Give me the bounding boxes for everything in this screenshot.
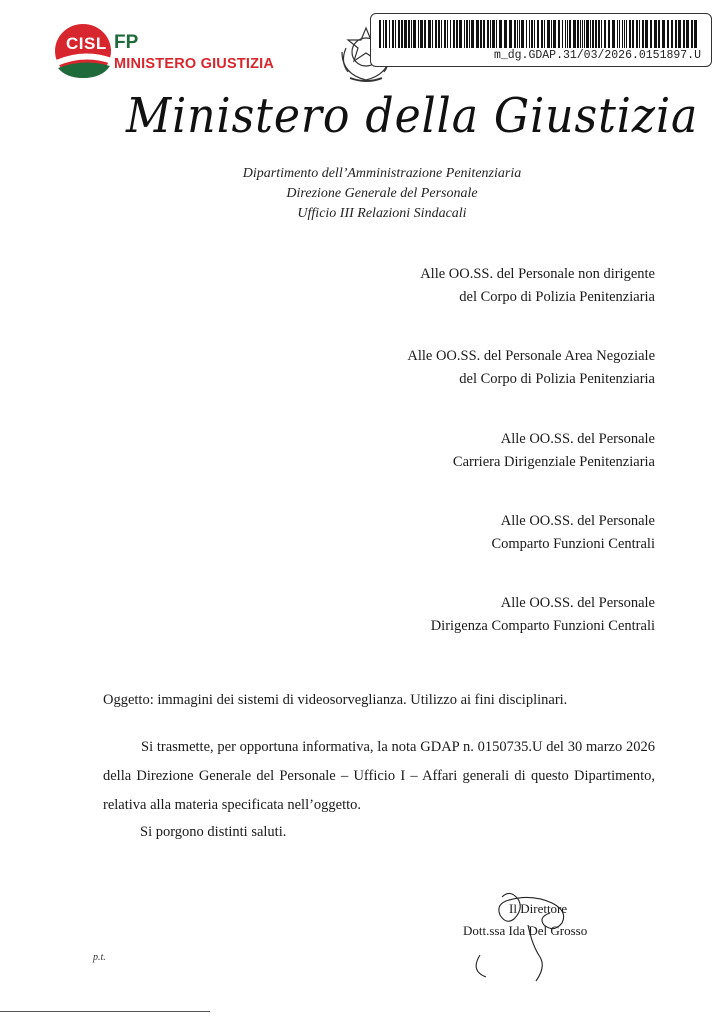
recipient-line: Dirigenza Comparto Funzioni Centrali — [430, 618, 655, 634]
footer-divider — [0, 1011, 210, 1012]
barcode-icon — [379, 20, 701, 48]
department: Dipartimento dell’Amministrazione Penitenziaria — [242, 166, 522, 181]
recipient-line: del Corpo di Polizia Penitenziaria — [459, 289, 655, 305]
recipient-block — [431, 592, 655, 638]
recipient-block — [453, 428, 655, 474]
recipient-block — [491, 510, 655, 556]
cisl-fp-logo — [54, 22, 294, 82]
office: Ufficio III Relazioni Sindacali — [297, 206, 467, 221]
directorate: Direzione Generale del Personale — [286, 186, 478, 201]
signatory-name: Dott.ssa Ida Del Grosso — [463, 923, 588, 938]
body-paragraph — [103, 733, 655, 820]
recipient-block — [420, 263, 655, 309]
footer-note: p.t. — [93, 952, 106, 963]
ministry-name: Ministero della Giustizia — [126, 88, 699, 144]
closing-paragraph: Si porgono distinti saluti. — [140, 824, 287, 840]
protocol-number: m_dg.GDAP.31/03/2026.0151897.U — [493, 49, 701, 62]
recipient-line: Alle OO.SS. del Personale — [500, 595, 655, 611]
recipient-line: Alle OO.SS. del Personale non dirigente — [420, 266, 655, 282]
recipient-line: Alle OO.SS. del Personale — [500, 513, 655, 529]
recipient-line: Alle OO.SS. del Personale — [500, 431, 655, 447]
signature-block — [463, 898, 588, 942]
recipient-line: Carriera Dirigenziale Penitenziaria — [452, 454, 655, 470]
logo-brand: CISL — [66, 34, 107, 53]
recipient-line: Alle OO.SS. del Personale Area Negoziale — [407, 348, 655, 364]
protocol-barcode-box — [370, 13, 712, 67]
signatory-title: Il Direttore — [509, 901, 568, 916]
logo-suffix: FP — [114, 32, 139, 53]
ministry-title — [126, 88, 699, 168]
body-text: Si trasmette, per opportuna informativa, la nota GDAP n. 0150735.U del 30 marzo 2026 della Direzione Generale del Personale – Ufficio I – Affari generali di questo Dipartimento, relativa alla materia specificata nell’oggetto. — [103, 739, 655, 813]
subject-line: Oggetto: immagini dei sistemi di videosorveglianza. Utilizzo ai fini disciplinari. — [103, 692, 568, 708]
recipient-line: del Corpo di Polizia Penitenziaria — [459, 371, 655, 387]
logo-subtitle: MINISTERO GIUSTIZIA — [114, 56, 275, 72]
recipient-block — [407, 345, 655, 391]
recipient-line: Comparto Funzioni Centrali — [491, 536, 655, 552]
